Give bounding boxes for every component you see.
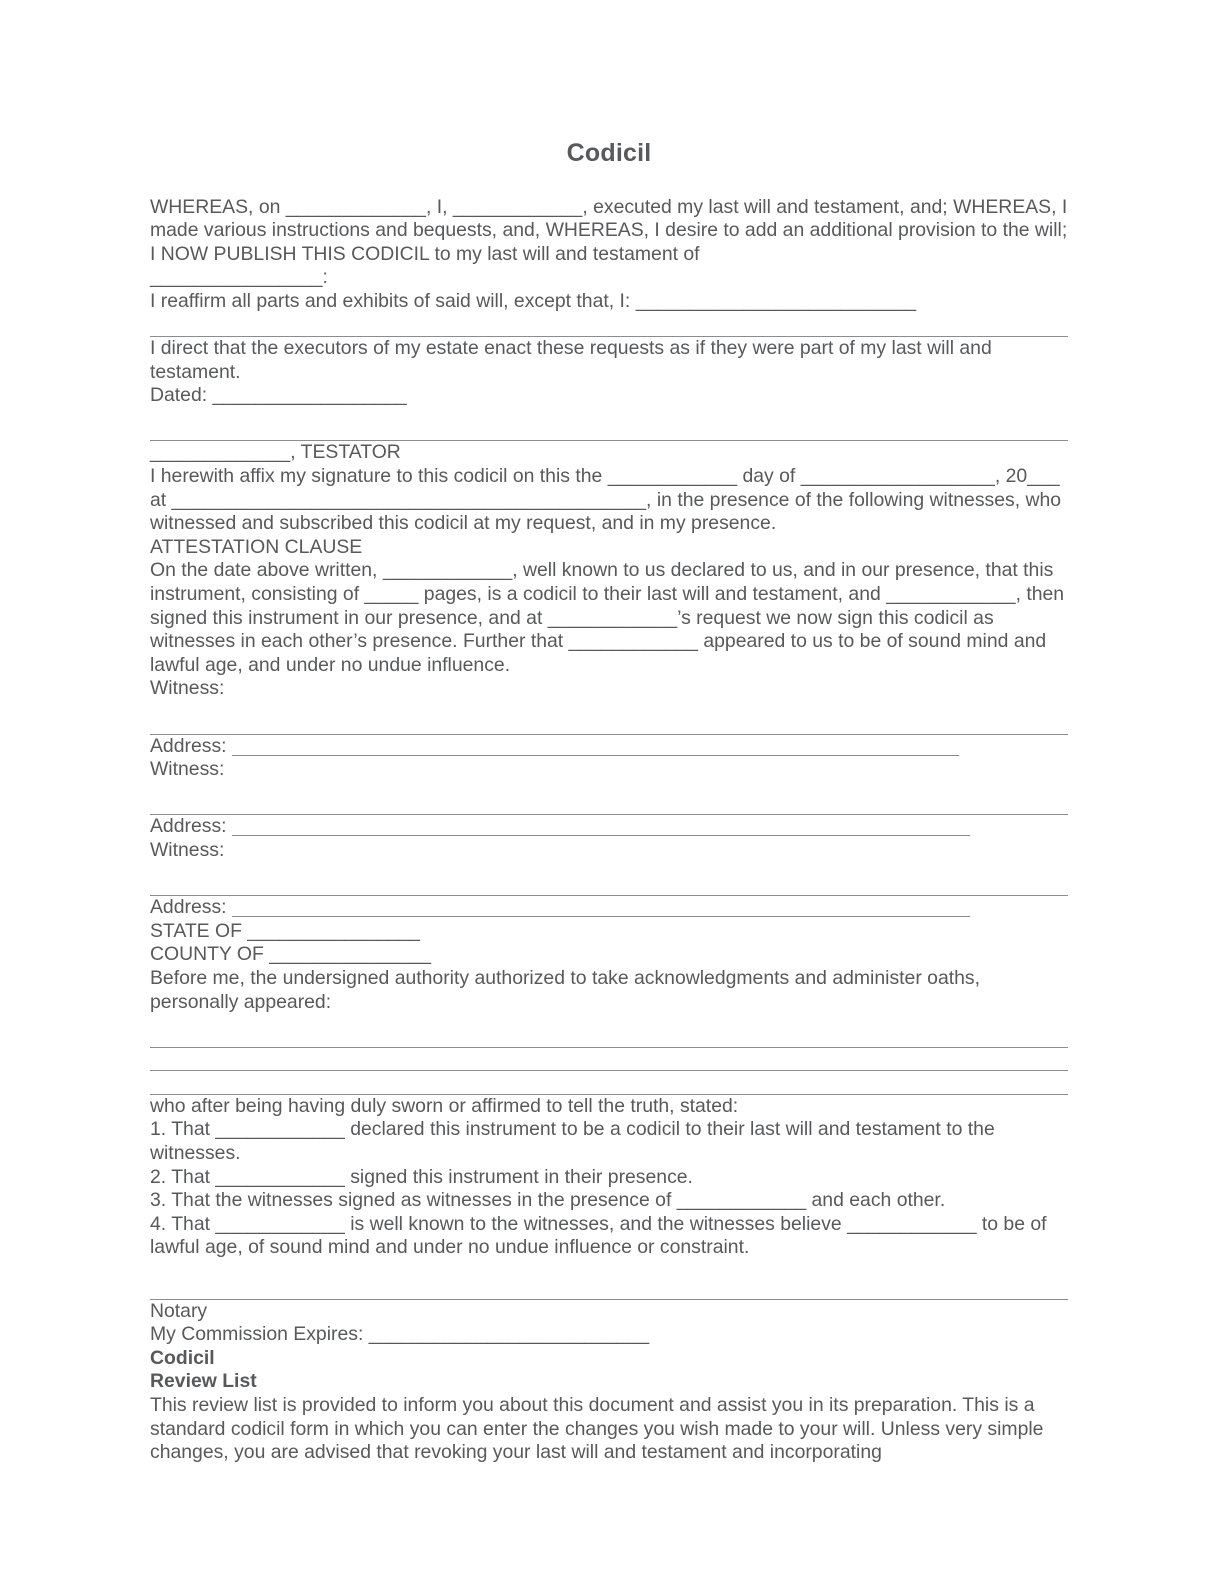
clause-item-3: 3. That the witnesses signed as witnesses in the presence of ____________ and each other. <box>150 1189 946 1212</box>
address-label-3: Address: <box>150 896 232 919</box>
address-line-2 <box>150 815 1068 839</box>
blank-rule <box>150 1299 1068 1300</box>
county-of-line: COUNTY OF _______________ <box>150 943 431 966</box>
spacer <box>150 782 1068 792</box>
address-rule-3 <box>232 896 970 918</box>
paragraph-reaffirm: I reaffirm all parts and exhibits of said will, except that, I: __________________________ <box>150 289 917 312</box>
address-label-1: Address: <box>150 734 232 757</box>
appeared-blank-rule-3 <box>150 1071 1068 1095</box>
spacer <box>150 701 1068 711</box>
blank-rule <box>150 1070 1068 1071</box>
witness-signature-rule-3 <box>150 873 1068 897</box>
spacer <box>150 1260 1068 1276</box>
testator-signature-rule <box>150 418 1068 442</box>
state-of-line: STATE OF ________________ <box>150 919 420 942</box>
paragraph-herewith-affix: I herewith affix my signature to this codicil on this the ____________ day of __________________, 20___ at ____________________________________________, in the presence of the following witnesses, who witnessed and subscribed this codicil at my request, and in my presence. <box>150 465 1062 535</box>
reaffirm-continuation-rule <box>150 313 1068 337</box>
paragraph-who-after-sworn: who after being having duly sworn or affirmed to tell the truth, stated: <box>150 1094 739 1117</box>
page-title: Codicil <box>566 139 652 167</box>
blank-rule <box>150 1047 1068 1048</box>
paragraph-attestation-body: On the date above written, ____________, well known to us declared to us, and in our presence, that this instrument, consisting of _____ pages, is a codicil to their last will and testament, and ____________, then signed this instrument in our presence, and at ____________’s request we now sign this codicil as witnesses in each other’s presence. Further that ____________ appeared to us to be of sound mind and lawful age, and under no undue influence. <box>150 559 1065 676</box>
witness-signature-rule-1 <box>150 711 1068 735</box>
clause-item-2: 2. That ____________ signed this instrument in their presence. <box>150 1165 693 1188</box>
address-rule-1 <box>232 735 959 757</box>
appeared-blank-rule-2 <box>150 1048 1068 1072</box>
witness-label-2: Witness: <box>150 758 225 781</box>
appeared-blank-rule-1 <box>150 1024 1068 1048</box>
address-rule-2 <box>232 815 970 837</box>
paragraph-dated: Dated: __________________ <box>150 384 407 407</box>
paragraph-notary-intro: Before me, the undersigned authority authorized to take acknowledgments and administer oaths, personally appeared: <box>150 966 980 1013</box>
review-body-text: This review list is provided to inform you about this document and assist you in its preparation. This is a standard codicil form in which you can enter the changes you wish made to your will. Unless very simple changes, you are advised that revoking your last will and testament and incorporating <box>150 1394 1044 1464</box>
spacer <box>150 1014 1068 1024</box>
paragraph-direct-executors: I direct that the executors of my estate enact these requests as if they were part of my last will and testament. <box>150 337 992 383</box>
review-heading-review-list: Review List <box>150 1370 257 1393</box>
address-line-3 <box>150 896 1068 920</box>
clause-item-4: 4. That ____________ is well known to the witnesses, and the witnesses believe ____________ to be of lawful age, of sound mind and under no undue influence or constraint. <box>150 1212 1047 1259</box>
witness-signature-rule-2 <box>150 792 1068 816</box>
notary-signature-rule <box>150 1276 1068 1300</box>
attestation-clause-heading: ATTESTATION CLAUSE <box>150 535 363 558</box>
paragraph-testament-of-blank: ________________: <box>150 266 328 289</box>
address-line-1 <box>150 735 1068 759</box>
commission-expires-line: My Commission Expires: __________________________ <box>150 1323 650 1346</box>
notary-label: Notary <box>150 1299 208 1322</box>
witness-label-3: Witness: <box>150 838 225 861</box>
spacer <box>150 408 1068 418</box>
review-heading-codicil: Codicil <box>150 1346 215 1369</box>
address-label-2: Address: <box>150 815 232 838</box>
paragraph-testator: _____________, TESTATOR <box>150 441 401 464</box>
clause-item-1: 1. That ____________ declared this instrument to be a codicil to their last will and testament to the witnesses. <box>150 1118 995 1165</box>
spacer <box>150 863 1068 873</box>
witness-label-1: Witness: <box>150 677 225 700</box>
document-body <box>150 140 1068 1465</box>
paragraph-whereas: WHEREAS, on _____________, I, ____________, executed my last will and testament, and; WHEREAS, I made various instructions and bequests, and, WHEREAS, I desire to add an additional provision to the will; I NOW PUBLISH THIS CODICIL to my last will and testament of <box>150 195 1068 265</box>
